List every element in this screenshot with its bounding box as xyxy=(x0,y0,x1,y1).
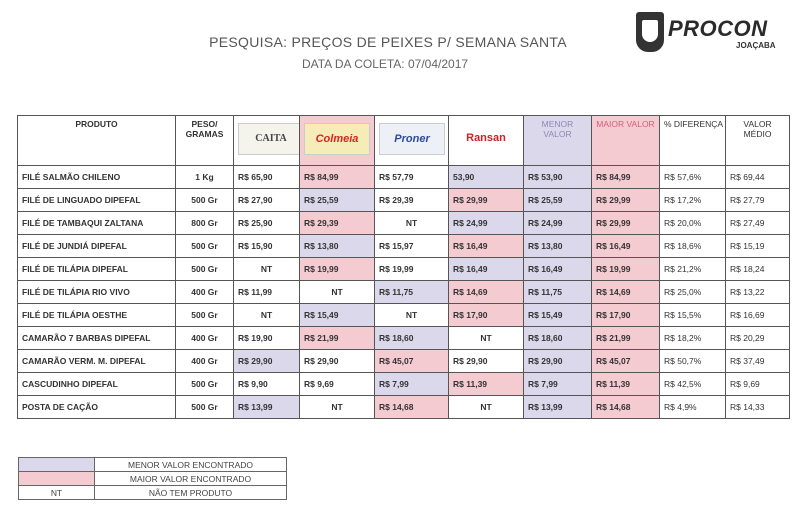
cell-menor: R$ 7,99 xyxy=(524,373,592,396)
ransan-logo: Ransan xyxy=(454,123,518,153)
cell-produto: CASCUDINHO DIPEFAL xyxy=(18,373,176,396)
cell-medio: R$ 16,69 xyxy=(726,304,790,327)
cell-menor: R$ 29,90 xyxy=(524,350,592,373)
table-row xyxy=(18,327,790,350)
table-row xyxy=(18,212,790,235)
logo-subtitle: JOAÇABA xyxy=(736,41,776,50)
cell-store-4: R$ 11,39 xyxy=(449,373,524,396)
header-store-ransan xyxy=(449,116,524,166)
legend-label-min: MENOR VALOR ENCONTRADO xyxy=(95,458,287,472)
cell-store-1: R$ 19,90 xyxy=(234,327,300,350)
cell-diferenca: R$ 57,6% xyxy=(660,166,726,189)
cell-store-3: R$ 57,79 xyxy=(375,166,449,189)
cell-store-2: NT xyxy=(300,396,375,419)
header-store-colmeia xyxy=(300,116,375,166)
cell-peso: 500 Gr xyxy=(176,396,234,419)
cell-store-1: R$ 9,90 xyxy=(234,373,300,396)
cell-store-4: R$ 29,90 xyxy=(449,350,524,373)
cell-store-2: R$ 15,49 xyxy=(300,304,375,327)
cell-store-3: R$ 45,07 xyxy=(375,350,449,373)
cell-produto: FILÉ DE TILÁPIA OESTHE xyxy=(18,304,176,327)
cell-diferenca: R$ 20,0% xyxy=(660,212,726,235)
legend-label-max: MAIOR VALOR ENCONTRADO xyxy=(95,472,287,486)
cell-store-2: R$ 29,90 xyxy=(300,350,375,373)
cell-store-1: NT xyxy=(234,258,300,281)
cell-medio: R$ 15,19 xyxy=(726,235,790,258)
cell-medio: R$ 69,44 xyxy=(726,166,790,189)
cell-peso: 500 Gr xyxy=(176,235,234,258)
procon-shield-icon xyxy=(636,12,664,52)
cell-store-3: R$ 15,97 xyxy=(375,235,449,258)
legend xyxy=(18,457,287,500)
cell-peso: 400 Gr xyxy=(176,350,234,373)
proner-logo: Proner xyxy=(379,123,445,155)
cell-store-4: NT xyxy=(449,327,524,350)
header-medio: VALOR MÉDIO xyxy=(726,116,790,166)
cell-produto: FILÉ DE JUNDIÁ DIPEFAL xyxy=(18,235,176,258)
cell-store-1: R$ 29,90 xyxy=(234,350,300,373)
legend-swatch-min xyxy=(19,458,95,472)
cell-store-2: R$ 29,39 xyxy=(300,212,375,235)
cell-maior: R$ 11,39 xyxy=(592,373,660,396)
table-row xyxy=(18,304,790,327)
cell-store-1: R$ 65,90 xyxy=(234,166,300,189)
cell-menor: R$ 13,99 xyxy=(524,396,592,419)
header-store-caita xyxy=(234,116,300,166)
cell-maior: R$ 29,99 xyxy=(592,189,660,212)
cell-medio: R$ 27,79 xyxy=(726,189,790,212)
header-maior: MAIOR VALOR xyxy=(592,116,660,166)
cell-maior: R$ 21,99 xyxy=(592,327,660,350)
cell-store-3: NT xyxy=(375,304,449,327)
cell-store-3: R$ 7,99 xyxy=(375,373,449,396)
table-row xyxy=(18,350,790,373)
cell-menor: R$ 24,99 xyxy=(524,212,592,235)
collection-date: DATA DA COLETA: 07/04/2017 xyxy=(301,57,469,71)
header-menor: MENOR VALOR xyxy=(524,116,592,166)
cell-maior: R$ 84,99 xyxy=(592,166,660,189)
cell-produto: FILÉ SALMÃO CHILENO xyxy=(18,166,176,189)
cell-store-3: R$ 11,75 xyxy=(375,281,449,304)
procon-logo xyxy=(636,12,786,54)
cell-store-1: R$ 11,99 xyxy=(234,281,300,304)
cell-diferenca: R$ 18,2% xyxy=(660,327,726,350)
cell-store-1: R$ 25,90 xyxy=(234,212,300,235)
cell-store-2: R$ 19,99 xyxy=(300,258,375,281)
cell-store-4: R$ 17,90 xyxy=(449,304,524,327)
table-row xyxy=(18,258,790,281)
cell-store-3: R$ 19,99 xyxy=(375,258,449,281)
cell-peso: 1 Kg xyxy=(176,166,234,189)
legend-code-nt: NT xyxy=(19,486,95,500)
cell-store-2: R$ 13,80 xyxy=(300,235,375,258)
logo-text: PROCON xyxy=(668,16,768,41)
price-table xyxy=(17,115,790,419)
legend-swatch-max xyxy=(19,472,95,486)
cell-medio: R$ 13,22 xyxy=(726,281,790,304)
cell-maior: R$ 29,99 xyxy=(592,212,660,235)
cell-store-4: R$ 16,49 xyxy=(449,235,524,258)
header-diferenca: % DIFERENÇA xyxy=(660,116,726,166)
legend-row-nt xyxy=(19,486,287,500)
cell-store-4: R$ 14,69 xyxy=(449,281,524,304)
cell-medio: R$ 18,24 xyxy=(726,258,790,281)
table-row xyxy=(18,166,790,189)
cell-medio: R$ 14,33 xyxy=(726,396,790,419)
cell-maior: R$ 19,99 xyxy=(592,258,660,281)
cell-store-3: R$ 29,39 xyxy=(375,189,449,212)
table-row xyxy=(18,396,790,419)
cell-menor: R$ 16,49 xyxy=(524,258,592,281)
cell-maior: R$ 45,07 xyxy=(592,350,660,373)
colmeia-logo: Colmeia xyxy=(304,123,370,155)
cell-diferenca: R$ 15,5% xyxy=(660,304,726,327)
cell-medio: R$ 37,49 xyxy=(726,350,790,373)
cell-diferenca: R$ 25,0% xyxy=(660,281,726,304)
cell-maior: R$ 14,69 xyxy=(592,281,660,304)
cell-peso: 400 Gr xyxy=(176,281,234,304)
table-row xyxy=(18,189,790,212)
table-row xyxy=(18,281,790,304)
cell-store-2: R$ 21,99 xyxy=(300,327,375,350)
cell-maior: R$ 16,49 xyxy=(592,235,660,258)
cell-maior: R$ 17,90 xyxy=(592,304,660,327)
cell-store-2: NT xyxy=(300,281,375,304)
table-header-row xyxy=(18,116,790,166)
cell-peso: 800 Gr xyxy=(176,212,234,235)
cell-produto: FILÉ DE TAMBAQUI ZALTANA xyxy=(18,212,176,235)
cell-produto: FILÉ DE TILÁPIA RIO VIVO xyxy=(18,281,176,304)
cell-produto: CAMARÃO VERM. M. DIPEFAL xyxy=(18,350,176,373)
header-store-proner xyxy=(375,116,449,166)
cell-store-4: R$ 24,99 xyxy=(449,212,524,235)
cell-store-4: 53,90 xyxy=(449,166,524,189)
cell-peso: 500 Gr xyxy=(176,373,234,396)
cell-produto: FILÉ DE LINGUADO DIPEFAL xyxy=(18,189,176,212)
cell-store-4: R$ 16,49 xyxy=(449,258,524,281)
cell-menor: R$ 18,60 xyxy=(524,327,592,350)
cell-store-1: R$ 15,90 xyxy=(234,235,300,258)
cell-produto: CAMARÃO 7 BARBAS DIPEFAL xyxy=(18,327,176,350)
cell-medio: R$ 20,29 xyxy=(726,327,790,350)
caita-logo: CAITA xyxy=(238,123,300,155)
cell-peso: 400 Gr xyxy=(176,327,234,350)
cell-store-3: NT xyxy=(375,212,449,235)
page-title: PESQUISA: PREÇOS DE PEIXES P/ SEMANA SANTA xyxy=(209,34,567,50)
cell-store-3: R$ 18,60 xyxy=(375,327,449,350)
cell-diferenca: R$ 50,7% xyxy=(660,350,726,373)
cell-diferenca: R$ 18,6% xyxy=(660,235,726,258)
header-produto: PRODUTO xyxy=(18,116,176,166)
cell-menor: R$ 25,59 xyxy=(524,189,592,212)
legend-row-min xyxy=(19,458,287,472)
table-row xyxy=(18,235,790,258)
cell-maior: R$ 14,68 xyxy=(592,396,660,419)
legend-row-max xyxy=(19,472,287,486)
cell-diferenca: R$ 21,2% xyxy=(660,258,726,281)
legend-label-nt: NÃO TEM PRODUTO xyxy=(95,486,287,500)
cell-diferenca: R$ 4,9% xyxy=(660,396,726,419)
cell-menor: R$ 13,80 xyxy=(524,235,592,258)
cell-peso: 500 Gr xyxy=(176,304,234,327)
cell-menor: R$ 15,49 xyxy=(524,304,592,327)
cell-store-1: R$ 13,99 xyxy=(234,396,300,419)
cell-medio: R$ 9,69 xyxy=(726,373,790,396)
cell-medio: R$ 27,49 xyxy=(726,212,790,235)
cell-store-4: NT xyxy=(449,396,524,419)
cell-store-1: R$ 27,90 xyxy=(234,189,300,212)
cell-diferenca: R$ 42,5% xyxy=(660,373,726,396)
cell-diferenca: R$ 17,2% xyxy=(660,189,726,212)
cell-menor: R$ 11,75 xyxy=(524,281,592,304)
cell-store-4: R$ 29,99 xyxy=(449,189,524,212)
header-peso: PESO/ GRAMAS xyxy=(176,116,234,166)
cell-produto: FILÉ DE TILÁPIA DIPEFAL xyxy=(18,258,176,281)
cell-store-3: R$ 14,68 xyxy=(375,396,449,419)
cell-store-2: R$ 84,99 xyxy=(300,166,375,189)
cell-peso: 500 Gr xyxy=(176,258,234,281)
cell-menor: R$ 53,90 xyxy=(524,166,592,189)
cell-peso: 500 Gr xyxy=(176,189,234,212)
table-row xyxy=(18,373,790,396)
cell-store-1: NT xyxy=(234,304,300,327)
cell-store-2: R$ 9,69 xyxy=(300,373,375,396)
cell-store-2: R$ 25,59 xyxy=(300,189,375,212)
cell-produto: POSTA DE CAÇÃO xyxy=(18,396,176,419)
